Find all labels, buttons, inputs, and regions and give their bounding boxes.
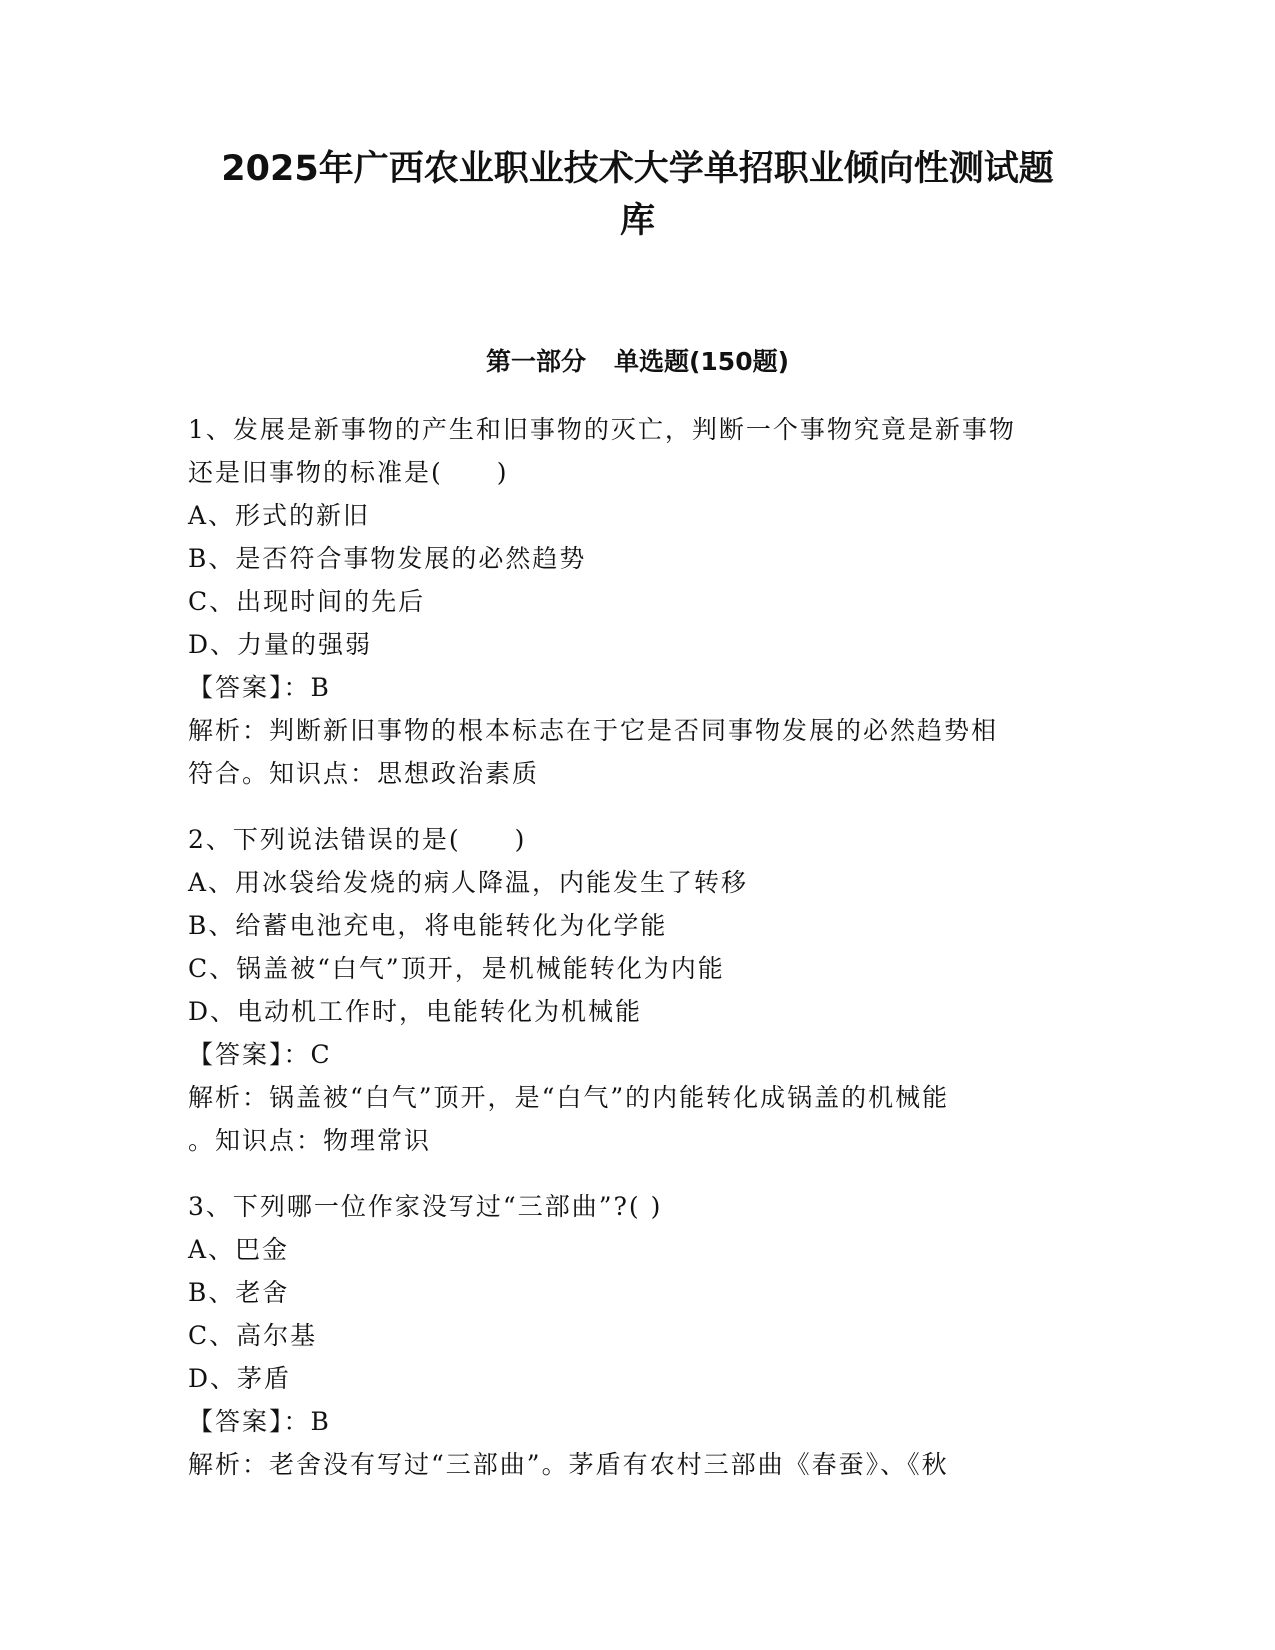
section-name: 单选题(150题) (613, 347, 790, 376)
answer: 【答案】：B (188, 673, 331, 702)
option-c: C、锅盖被“白气”顶开，是机械能转化为内能 (188, 954, 725, 983)
option-d: D、茅盾 (188, 1364, 292, 1393)
title-line-2: 库 (619, 201, 655, 241)
analysis: 解析：判断新旧事物的根本标志在于它是否同事物发展的必然趋势相 (188, 716, 999, 745)
analysis: 。知识点：物理常识 (188, 1126, 432, 1155)
question-stem: 还是旧事物的标准是( ) (188, 458, 509, 487)
option-b: B、是否符合事物发展的必然趋势 (188, 544, 587, 573)
option-a: A、形式的新旧 (188, 501, 371, 530)
question-stem: 1、发展是新事物的产生和旧事物的灭亡，判断一个事物究竟是新事物 (188, 415, 1016, 444)
option-d: D、电动机工作时，电能转化为机械能 (188, 997, 643, 1026)
question-block (188, 818, 1088, 1162)
answer: 【答案】：C (188, 1040, 332, 1069)
document-title (150, 143, 1125, 247)
option-c: C、高尔基 (188, 1321, 318, 1350)
question-stem: 2、下列说法错误的是( ) (188, 825, 527, 854)
title-line-1: 2025年广西农业职业技术大学单招职业倾向性测试题 (221, 149, 1054, 189)
analysis: 解析：老舍没有写过“三部曲”。茅盾有农村三部曲《春蚕》、《秋 (188, 1450, 949, 1479)
option-d: D、力量的强弱 (188, 630, 373, 659)
option-a: A、用冰袋给发烧的病人降温，内能发生了转移 (188, 868, 749, 897)
option-c: C、出现时间的先后 (188, 587, 426, 616)
analysis: 符合。知识点：思想政治素质 (188, 759, 540, 788)
answer: 【答案】：B (188, 1407, 331, 1436)
option-b: B、老舍 (188, 1278, 290, 1307)
analysis: 解析：锅盖被“白气”顶开，是“白气”的内能转化成锅盖的机械能 (188, 1083, 950, 1112)
question-stem: 3、下列哪一位作家没写过“三部曲”?( ) (188, 1192, 663, 1221)
section-part: 第一部分 (485, 347, 586, 376)
question-list (188, 408, 1088, 1486)
question-block (188, 408, 1088, 795)
section-heading (150, 344, 1125, 380)
question-block (188, 1185, 1088, 1486)
option-b: B、给蓄电池充电，将电能转化为化学能 (188, 911, 668, 940)
option-a: A、巴金 (188, 1235, 290, 1264)
